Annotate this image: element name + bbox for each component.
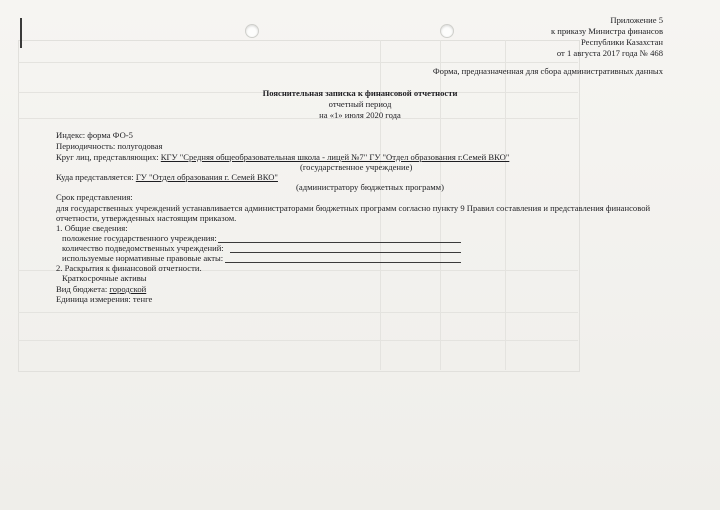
recipient-caption: (администратору бюджетных программ): [296, 182, 444, 192]
bleed-through-line: [18, 62, 578, 63]
order-line: от 1 августа 2017 года № 468: [556, 48, 663, 58]
deadline-label: Срок представления:: [56, 192, 133, 202]
periodicity: Периодичность: полугодовая: [56, 141, 163, 151]
section-disclosure: 2. Раскрытия к финансовой отчетности.: [56, 263, 202, 273]
respondents-value: КГУ "Средняя общеобразовательная школа - лицей №7" ГУ "Отдел образования г.Семей ВКО": [160, 152, 510, 162]
punch-hole: [440, 24, 454, 38]
period-label: отчетный период: [328, 99, 392, 109]
binding-mark: [20, 18, 22, 48]
period-date: на «1» июля 2020 года: [319, 110, 401, 120]
budget-type-value: городской: [109, 284, 147, 294]
recipient-value: ГУ "Отдел образования г. Семей ВКО": [135, 172, 278, 182]
appendix-label: Приложение 5: [610, 15, 663, 25]
document-title: Пояснительная записка к финансовой отчетности: [262, 88, 458, 98]
short-term-assets: Краткосрочные активы: [62, 273, 147, 283]
form-purpose: Форма, предназначенная для сбора административных данных: [432, 66, 663, 76]
unit-of-measure: Единица измерения: тенге: [56, 294, 153, 304]
section-general-info: 1. Общие сведения:: [56, 223, 128, 233]
respondents-row: [56, 152, 509, 163]
bleed-through-line: [18, 340, 578, 341]
punch-hole: [245, 24, 259, 38]
respondents-caption: (государственное учреждение): [300, 162, 413, 172]
subordinates-fill-line: [230, 252, 461, 253]
deadline-text: отчетности, утвержденных настоящим приказом.: [56, 213, 237, 223]
position-fill-line: [218, 242, 461, 243]
bleed-through-line: [18, 312, 578, 313]
deadline-text: для государственных учреждений устанавливается администраторами бюджетных программ согласно пункту 9 Правил составления и представления финансовой: [56, 203, 651, 213]
regulations-label: используемые нормативные правовые акты:: [62, 253, 224, 263]
position-label: положение государственного учреждения:: [62, 233, 217, 243]
order-line: Республики Казахстан: [580, 37, 663, 47]
recipient-row: [56, 172, 278, 183]
form-index: Индекс: форма ФО-5: [56, 130, 133, 140]
recipient-label: Куда представляется:: [56, 172, 134, 182]
subordinates-label: количество подведомственных учреждений:: [62, 243, 224, 253]
respondents-label: Круг лиц, представляющих:: [56, 152, 159, 162]
regulations-fill-line: [225, 262, 461, 263]
budget-type-label: Вид бюджета:: [56, 284, 108, 294]
order-line: к приказу Министра финансов: [550, 26, 663, 36]
